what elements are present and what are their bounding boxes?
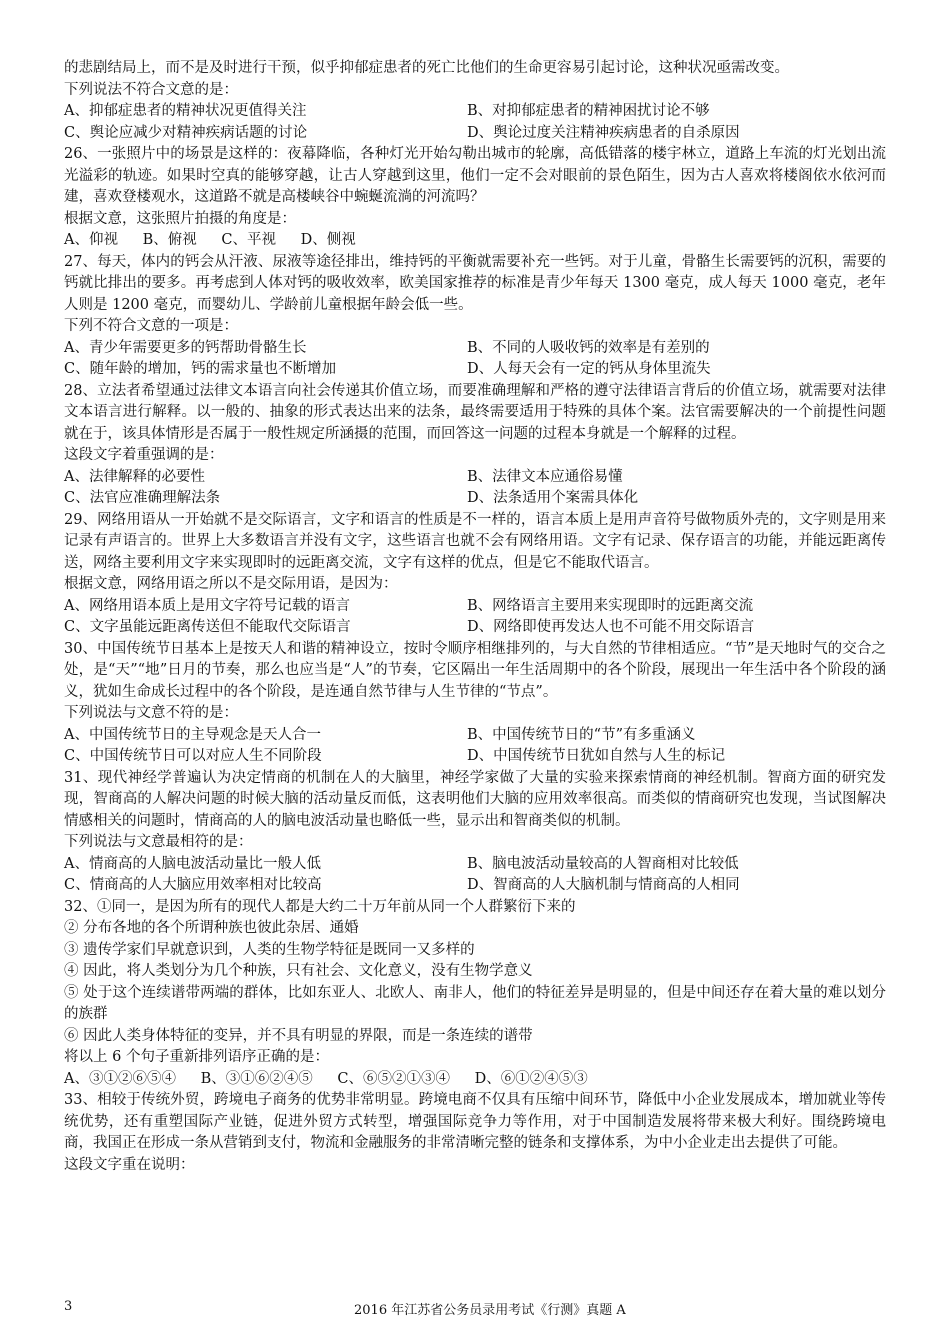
q27-option-d: D、人每天会有一定的钙从身体里流失 — [467, 361, 711, 377]
q28-option-b: B、法律文本应通俗易懂 — [467, 468, 623, 485]
intro-option-d: D、舆论过度关注精神疾病患者的自杀原因 — [467, 124, 740, 141]
intro-option-b: B、对抑郁症患者的精神困扰讨论不够 — [467, 103, 710, 119]
intro-option-c: C、舆论应减少对精神疾病话题的讨论 — [64, 124, 308, 141]
q30-option-d: D、中国传统节日犹如自然与人生的标记 — [467, 748, 726, 764]
q26-option-c: C、平视 — [221, 232, 276, 248]
q27-question: 下列不符合文意的一项是： — [64, 318, 238, 334]
q31-question: 下列说法与文意最相符的是： — [64, 834, 253, 850]
q30-options-row-1 — [64, 725, 886, 747]
q29-option-a: A、网络用语本质上是用文字符号记载的语言 — [64, 597, 350, 614]
q29-options-row-2 — [64, 617, 886, 639]
q27-option-c: C、随年龄的增加，钙的需求量也不断增加 — [64, 361, 337, 377]
intro-question: 下列说法不符合文意的是： — [64, 81, 238, 98]
q28-option-d: D、法条适用个案需具体化 — [467, 490, 639, 506]
q32-option-c: C、⑥⑤②①③④ — [337, 1070, 450, 1087]
q32-question: 将以上 6 个句子重新排列语序正确的是： — [64, 1049, 329, 1065]
q27-options-row-2 — [64, 359, 886, 381]
q32-sentence-1: 32、①同一，是因为所有的现代人都是大约二十万年前从同一个人群繁衍下来的 — [64, 898, 576, 915]
q30-options-row-2 — [64, 746, 886, 768]
exam-page — [64, 58, 886, 1176]
q28-options-row-2 — [64, 488, 886, 510]
q30-option-a: A、中国传统节日的主导观念是天人合一 — [64, 726, 321, 743]
q32-option-a: A、③①②⑥⑤④ — [64, 1070, 176, 1087]
footer-title: 2016 年江苏省公务员录用考试《行测》真题 A — [354, 1303, 626, 1318]
q30-passage: 30、中国传统节日基本上是按天人和谐的精神设立，按时令顺序相继排列的，与大自然的节律相适应。“节”是天地时气的交合之处，是“天”“地”日月的节奏，那么也应当是“人”的节奏，它区隔出一年生活周期中的各个阶段，展现出一年生活中各个阶段的涵义，犹如生命成长过程中的各个阶段，是连通自然节律与人生节律的“节点”。 — [64, 640, 886, 700]
q27-options-row-1 — [64, 338, 886, 360]
q31-options-row-1 — [64, 854, 886, 876]
q29-option-c: C、文字虽能远距离传送但不能取代交际语言 — [64, 619, 351, 635]
q32-option-b: B、③①⑥②④⑤ — [200, 1070, 313, 1087]
q33-passage: 33、相较于传统外贸，跨境电子商务的优势非常明显。跨境电商不仅具有压缩中间环节，降低中小企业发展成本，增加就业等传统优势，还有重塑国际产业链，促进外贸方式转型，增强国际竞争力等作用，对于中国制造发展将带来极大利好。围绕跨境电商，我国正在形成一条从营销到支付，物流和金融服务的非常清晰完整的链条和支撑体系，为中小企业走出去提供了可能。 — [64, 1092, 886, 1151]
q30-option-c: C、中国传统节日可以对应人生不同阶段 — [64, 748, 322, 764]
q32-sentence-5: ⑤ 处于这个连续谱带两端的群体，比如东亚人、北欧人、南非人，他们的特征差异是明显的，但是中间还存在着大量的难以划分的族群 — [64, 984, 886, 1022]
q29-option-b: B、网络语言主要用来实现即时的远距离交流 — [467, 597, 754, 614]
q28-option-a: A、法律解释的必要性 — [64, 468, 205, 485]
q28-options-row-1 — [64, 467, 886, 489]
q28-question: 这段文字着重强调的是： — [64, 447, 224, 463]
q31-option-d: D、智商高的人大脑机制与情商高的人相同 — [467, 877, 740, 893]
q32-sentence-6: ⑥ 因此人类身体特征的变异，并不具有明显的界限，而是一条连续的谱带 — [64, 1027, 533, 1044]
intro-options-row-2 — [64, 123, 886, 145]
q26-options — [64, 230, 886, 252]
q26-passage: 26、一张照片中的场景是这样的：夜幕降临，各种灯光开始勾勒出城市的轮廓，高低错落的楼宇林立，道路上车流的灯光划出流光溢彩的轨迹。如果时空真的能够穿越，让古人穿越到这里，他们一定不会对眼前的景色陌生，因为古人喜欢将楼阁依水依河而建，喜欢登楼观水，这道路不就是高楼峡谷中蜿蜒流淌的河流吗？ — [64, 146, 886, 205]
intro-passage-tail: 的悲剧结局上，而不是及时进行干预，似乎抑郁症患者的死亡比他们的生命更容易引起讨论，这种状况亟需改变。 — [64, 60, 789, 76]
q32-options — [64, 1069, 886, 1091]
q28-passage: 28、立法者希望通过法律文本语言向社会传递其价值立场，而要准确理解和严格的遵守法律语言背后的价值立场，就需要对法律文本语言进行解释。以一般的、抽象的形式表达出来的法条，最终需要适用于特殊的具体个案。法官需要解决的一个前提性问题就在于，该具体情形是否属于一般性规定所涵摄的范围，而回答这一问题的过程本身就是一个解释的过程。 — [64, 382, 886, 442]
q29-passage: 29、网络用语从一开始就不是交际语言，文字和语言的性质是不一样的，语言本质上是用声音符号做物质外壳的，文字则是用来记录有声语言的。世界上大多数语言并没有文字，这些语言也就不会有网络用语。文字有记录、保存语言的功能，并能远距离传送，网络主要利用文字来实现即时的远距离交流，文字有这样的优点，但是它不能取代语言。 — [64, 511, 886, 571]
q30-question: 下列说法与文意不符的是： — [64, 705, 238, 721]
q27-passage: 27、每天，体内的钙会从汗液、尿液等途径排出，维持钙的平衡就需要补充一些钙。对于儿童，骨骼生长需要钙的沉积，需要的钙就比排出的要多。再考虑到人体对钙的吸收效率，欧美国家推荐的标准是青少年每天 1300 毫克，成人每天 1000 毫克，老年人则是 1200 毫克，而婴幼儿、学龄前儿童根据年龄会低一些。 — [64, 253, 886, 313]
q32-sentence-4: ④ 因此，将人类划分为几个种族，只有社会、文化意义，没有生物学意义 — [64, 963, 533, 979]
page-number: 3 — [64, 1299, 73, 1314]
q29-option-d: D、网络即使再发达人也不可能不用交际语言 — [467, 619, 755, 635]
q26-question: 根据文意，这张照片拍摄的角度是： — [64, 210, 296, 227]
intro-option-a: A、抑郁症患者的精神状况更值得关注 — [64, 103, 307, 119]
q26-option-b: B、俯视 — [142, 232, 197, 248]
q31-option-c: C、情商高的人大脑应用效率相对比较高 — [64, 877, 322, 893]
q32-option-d: D、⑥①②④⑤③ — [474, 1070, 588, 1087]
q29-options-row-1 — [64, 596, 886, 618]
q31-options-row-2 — [64, 875, 886, 897]
q33-question: 这段文字重在说明： — [64, 1156, 195, 1173]
intro-options-row-1 — [64, 101, 886, 123]
q32-sentence-2: ② 分布各地的各个所谓种族也彼此杂居、通婚 — [64, 920, 359, 936]
q26-option-a: A、仰视 — [64, 232, 118, 248]
q27-option-b: B、不同的人吸收钙的效率是有差别的 — [467, 339, 710, 356]
q31-passage: 31、现代神经学普遍认为决定情商的机制在人的大脑里，神经学家做了大量的实验来探索情商的神经机制。智商方面的研究发现，智商高的人解决问题的时候大脑的活动量反而低，这表明他们大脑的应用效率很高。而类似的情商研究也发现，当试图解决情感相关的问题时，情商高的人的脑电波活动量也略低一些，显示出和智商类似的机制。 — [64, 769, 886, 829]
q27-option-a: A、青少年需要更多的钙帮助骨骼生长 — [64, 339, 307, 356]
q26-option-d: D、侧视 — [300, 232, 356, 248]
q32-sentence-3: ③ 遗传学家们早就意识到，人类的生物学特征是既同一又多样的 — [64, 941, 475, 958]
q30-option-b: B、中国传统节日的“节”有多重涵义 — [467, 726, 696, 743]
q31-option-b: B、脑电波活动量较高的人智商相对比较低 — [467, 855, 739, 872]
q28-option-c: C、法官应准确理解法条 — [64, 490, 221, 506]
q29-question: 根据文意，网络用语之所以不是交际用语，是因为： — [64, 576, 398, 592]
q31-option-a: A、情商高的人脑电波活动量比一般人低 — [64, 855, 321, 872]
